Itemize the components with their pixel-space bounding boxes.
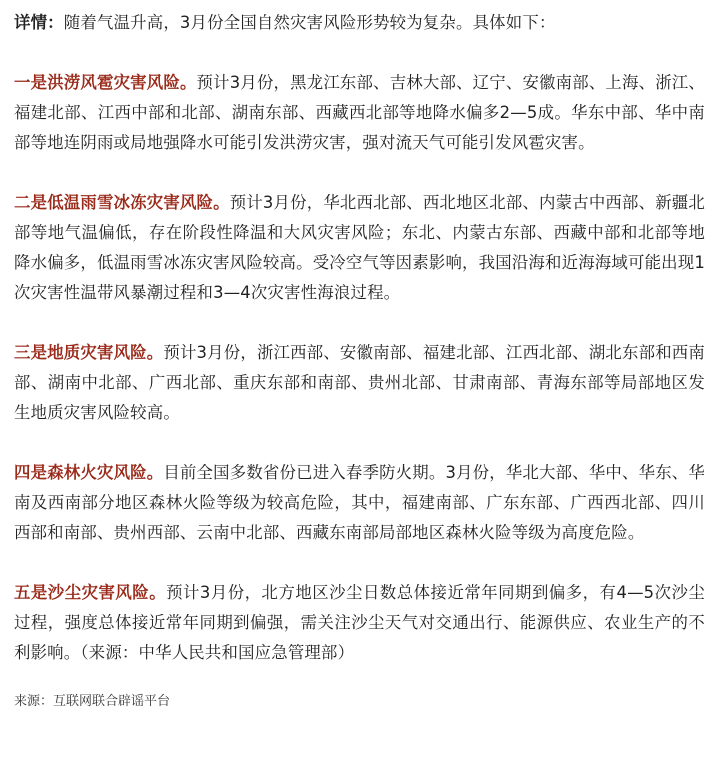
section-flood-hail xyxy=(14,68,705,158)
section-heading: 三是地质灾害风险。 xyxy=(14,343,164,362)
section-text: 预计3月份，华北西北部、西北地区北部、内蒙古中西部、新疆北部等地气温偏低，存在阶段性降温和大风灾害风险；东北、内蒙古东部、西藏中部和北部等地降水偏多，低温雨雪冰冻灾害风险较高。受冷空气等因素影响，我国沿海和近海海域可能出现1次灾害性温带风暴潮过程和3—4次灾害性海浪过程。 xyxy=(14,193,705,302)
section-text: 目前全国多数省份已进入春季防火期。3月份，华北大部、华中、华东、华南及西南部分地区森林火险等级为较高危险，其中，福建南部、广东东部、广西西北部、四川西部和南部、贵州西部、云南中北部、西藏东南部局部地区森林火险等级为高度危险。 xyxy=(14,463,705,542)
section-forest-fire xyxy=(14,458,705,548)
section-sandstorm xyxy=(14,578,705,668)
section-heading: 一是洪涝风雹灾害风险。 xyxy=(14,73,197,92)
footer-source: 来源：互联网联合辟谣平台 xyxy=(14,694,171,709)
section-geological xyxy=(14,338,705,428)
section-cold-snow xyxy=(14,188,705,308)
intro-paragraph xyxy=(14,8,705,38)
section-heading: 五是沙尘灾害风险。 xyxy=(14,583,167,602)
section-text: 预计3月份，浙江西部、安徽南部、福建北部、江西北部、湖北东部和西南部、湖南中北部、广西北部、重庆东部和南部、贵州北部、甘肃南部、青海东部等局部地区发生地质灾害风险较高。 xyxy=(14,343,705,422)
section-text: 预计3月份，北方地区沙尘日数总体接近常年同期到偏多，有4—5次沙尘过程，强度总体接近常年同期到偏强，需关注沙尘天气对交通出行、能源供应、农业生产的不利影响。（来源：中华人民共和国应急管理部） xyxy=(14,583,705,662)
section-text: 预计3月份，黑龙江东部、吉林大部、辽宁、安徽南部、上海、浙江、福建北部、江西中部和北部、湖南东部、西藏西北部等地降水偏多2—5成。华东中部、华中南部等地连阴雨或局地强降水可能引发洪涝灾害，强对流天气可能引发风雹灾害。 xyxy=(14,73,705,152)
intro-label: 详情： xyxy=(14,13,64,32)
section-heading: 二是低温雨雪冰冻灾害风险。 xyxy=(14,193,230,212)
intro-text: 随着气温升高，3月份全国自然灾害风险形势较为复杂。具体如下： xyxy=(63,13,556,32)
section-heading: 四是森林火灾风险。 xyxy=(14,463,164,482)
